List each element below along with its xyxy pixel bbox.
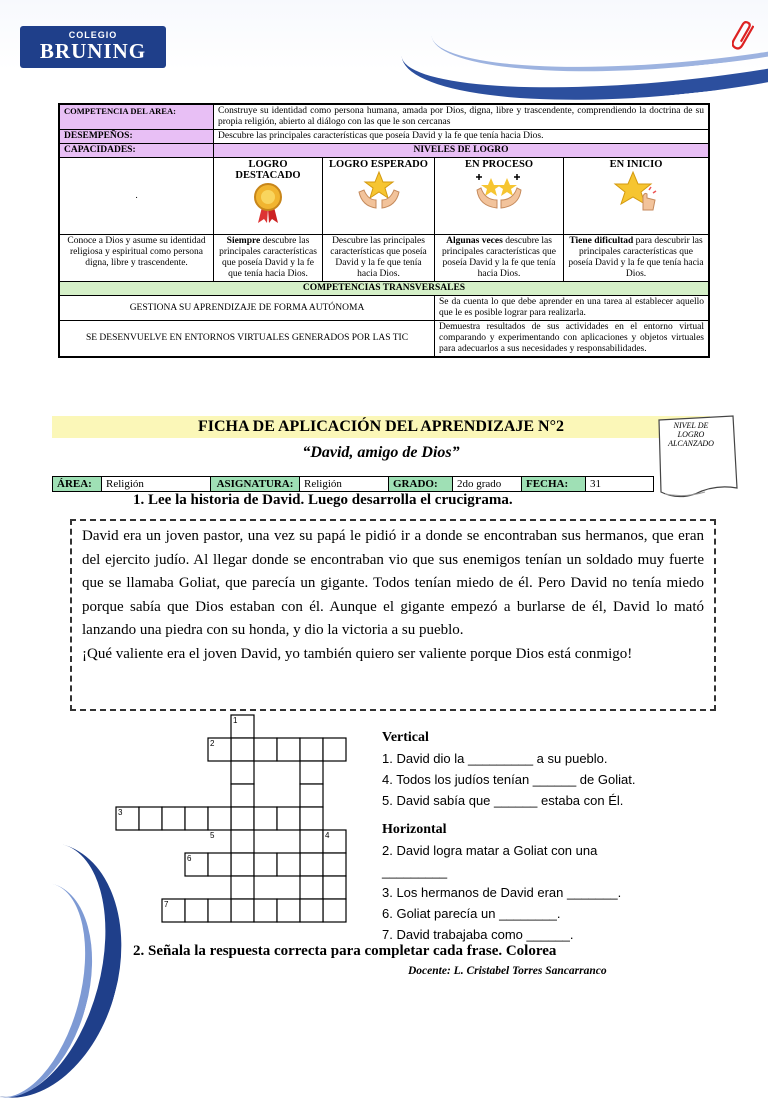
crossword-cell[interactable] <box>185 807 208 830</box>
crossword-cell[interactable] <box>231 853 254 876</box>
crossword-cell[interactable] <box>231 784 254 807</box>
horizontal-clue: 2. David logra matar a Goliat con una <box>382 843 598 858</box>
ficha-title: FICHA DE APLICACIÓN DEL APRENDIZAJE N°2 <box>52 416 710 438</box>
crossword-number: 1 <box>233 716 238 725</box>
capacidades-label: CAPACIDADES: <box>59 144 214 158</box>
docente-signature: Docente: L. Cristabel Torres Sancarranco <box>408 965 607 977</box>
crossword-cell[interactable] <box>254 738 277 761</box>
crossword-cell[interactable] <box>277 738 300 761</box>
level-desc-proceso: Algunas veces descubre las principales características que poseía David y la fe que tenía hacia Dios. <box>435 235 564 282</box>
level-title: LOGRO ESPERADO <box>329 159 428 170</box>
crossword-cell[interactable] <box>300 853 323 876</box>
crossword-cell[interactable] <box>231 830 254 853</box>
crossword-cell[interactable] <box>231 899 254 922</box>
competencia-text: Construye su identidad como persona humana, amada por Dios, digna, libre y trascendente, comprendiendo la doctrina de su propia religión, abierto al diálogo con las que le son cercanas <box>214 104 710 130</box>
crossword-cell[interactable] <box>300 899 323 922</box>
crossword-cell[interactable] <box>277 899 300 922</box>
ficha-subtitle: “David, amigo de Dios” <box>302 444 460 461</box>
transversal-name: SE DESENVUELVE EN ENTORNOS VIRTUALES GENERADOS POR LAS TIC <box>59 321 435 358</box>
fecha-label: FECHA: <box>522 477 586 492</box>
horizontal-clue: 3. Los hermanos de David eran _______. <box>382 885 622 900</box>
crossword-number: 6 <box>187 854 192 863</box>
crossword-number: 7 <box>164 900 169 909</box>
hands-stars-icon <box>471 170 527 210</box>
grado-value: 2do grado <box>453 477 522 492</box>
crossword-cell[interactable] <box>139 807 162 830</box>
capacidad-blank: . <box>59 158 214 235</box>
crossword-grid[interactable] <box>110 712 420 944</box>
crossword-cell[interactable] <box>231 807 254 830</box>
info-table <box>52 476 654 492</box>
crossword-cell[interactable] <box>300 876 323 899</box>
crossword-cell[interactable] <box>208 899 231 922</box>
niveles-label: NIVELES DE LOGRO <box>214 144 710 158</box>
level-title: LOGRO DESTACADO <box>235 159 301 181</box>
horizontal-clue: 7. David trabajaba como ______. <box>382 927 574 942</box>
crossword-cell[interactable] <box>208 807 231 830</box>
crossword-cell[interactable] <box>231 761 254 784</box>
crossword-cell[interactable] <box>300 807 323 830</box>
level-desc-inicio: Tiene dificultad para descubrir las principales características que poseía David y la fe que tenía hacia Dios. <box>564 235 710 282</box>
crossword-cell[interactable] <box>323 876 346 899</box>
competency-table <box>58 103 710 358</box>
capacidad-text: Conoce a Dios y asume su identidad religiosa y espiritual como persona digna, libre y trascendente. <box>59 235 214 282</box>
vertical-clue: 1. David dio la _________ a su pueblo. <box>382 751 608 766</box>
crossword-cell[interactable] <box>323 738 346 761</box>
crossword-number: 3 <box>118 808 123 817</box>
level-destacado <box>214 158 323 235</box>
crossword-number: 4 <box>325 831 330 840</box>
asignatura-value: Religión <box>300 477 389 492</box>
crossword-cell[interactable] <box>231 876 254 899</box>
crossword-cell[interactable] <box>277 853 300 876</box>
crossword-cell[interactable] <box>208 853 231 876</box>
crossword-cell[interactable] <box>300 738 323 761</box>
transversal-name: GESTIONA SU APRENDIZAJE DE FORMA AUTÓNOMA <box>59 296 435 321</box>
story-paragraph: David era un joven pastor, una vez su papá le pidió ir a donde se encontraban sus hermanos, que eran del ejercito judío. Al llegar donde se encontraban vio que sus enemigos tenían un soldado muy fuerte que se llamaba Goliat, que parecía un gigante. Todos tenían miedo de él. Pero David no tenía miedo porque sabía que Dios estaban con él. Aunque el gigante empezó a burlarse de él, David lo mató lanzando una piedra con su honda, y dio la victoria a su pueblo. <box>82 528 704 638</box>
crossword-cell[interactable] <box>254 807 277 830</box>
crossword-cell[interactable] <box>185 899 208 922</box>
crossword-cell[interactable] <box>300 830 323 853</box>
paperclip-icon <box>732 18 754 54</box>
level-desc-destacado: Siempre descubre las principales características que poseía David y la fe que tenía hacia Dios. <box>214 235 323 282</box>
level-proceso <box>435 158 564 235</box>
question-1: 1. Lee la historia de David. Luego desarrolla el crucigrama. <box>133 492 513 508</box>
logo-top-text: COLEGIO <box>68 30 118 40</box>
crossword-cell[interactable] <box>323 899 346 922</box>
level-esperado <box>323 158 435 235</box>
desempenos-text: Descubre las principales características que poseía David y la fe que tenía hacia Dios. <box>214 130 710 144</box>
story-box <box>70 519 716 711</box>
crossword-clues <box>382 727 635 945</box>
vertical-clue: 5. David sabía que ______ estaba con Él. <box>382 793 624 808</box>
transversal-text: Se da cuenta lo que debe aprender en una tarea al establecer aquello que le es posible lograr para realizarla. <box>435 296 710 321</box>
crossword-cell[interactable] <box>300 784 323 807</box>
medal-icon <box>248 181 288 225</box>
logo-main-text: BRUNING <box>39 39 147 63</box>
crossword-cell[interactable] <box>300 761 323 784</box>
horizontal-clue: _________ <box>382 864 448 879</box>
hands-star-icon <box>356 170 402 210</box>
horizontal-clue: 6. Goliat parecía un ________. <box>382 906 561 921</box>
crossword-cell[interactable] <box>254 853 277 876</box>
asignatura-label: ASIGNATURA: <box>211 477 300 492</box>
crossword-cell[interactable] <box>231 738 254 761</box>
star-touch-icon <box>613 170 659 214</box>
transversales-label: COMPETENCIAS TRANSVERSALES <box>59 282 709 296</box>
crossword-cell[interactable] <box>162 807 185 830</box>
grado-label: GRADO: <box>389 477 453 492</box>
vertical-clue: 4. Todos los judíos tenían ______ de Goliat. <box>382 772 636 787</box>
desempenos-label: DESEMPEÑOS: <box>59 130 214 144</box>
level-title: EN PROCESO <box>465 159 533 170</box>
level-title: EN INICIO <box>609 159 663 170</box>
level-inicio <box>564 158 710 235</box>
competencia-label: COMPETENCIA DEL AREA: <box>59 104 214 130</box>
crossword-cell[interactable] <box>277 807 300 830</box>
school-logo <box>20 26 166 68</box>
horizontal-label: Horizontal <box>382 822 447 837</box>
story-paragraph: ¡Qué valiente era el joven David, yo también quiero ser valiente porque Dios está conmigo! <box>82 645 633 662</box>
crossword-cell[interactable] <box>323 853 346 876</box>
area-value: Religión <box>102 477 211 492</box>
level-desc-esperado: Descubre las principales características que poseía David y la fe que tenía hacia Dios. <box>323 235 435 282</box>
crossword-number: 5 <box>210 831 215 840</box>
transversal-text: Demuestra resultados de sus actividades en el entorno virtual comparando y experimentando con aplicaciones y objetos virtuales para adecuarlos a sus necesidades y responsabilidades. <box>435 321 710 358</box>
nivel-logro-text: NIVEL DE LOGRO ALCANZADO <box>668 421 714 448</box>
crossword-cell[interactable] <box>254 899 277 922</box>
fecha-value: 31 <box>586 477 654 492</box>
crossword-number: 2 <box>210 739 215 748</box>
vertical-label: Vertical <box>382 730 429 745</box>
question-2: 2. Señala la respuesta correcta para completar cada frase. Colorea <box>133 943 557 959</box>
area-label: ÁREA: <box>53 477 102 492</box>
